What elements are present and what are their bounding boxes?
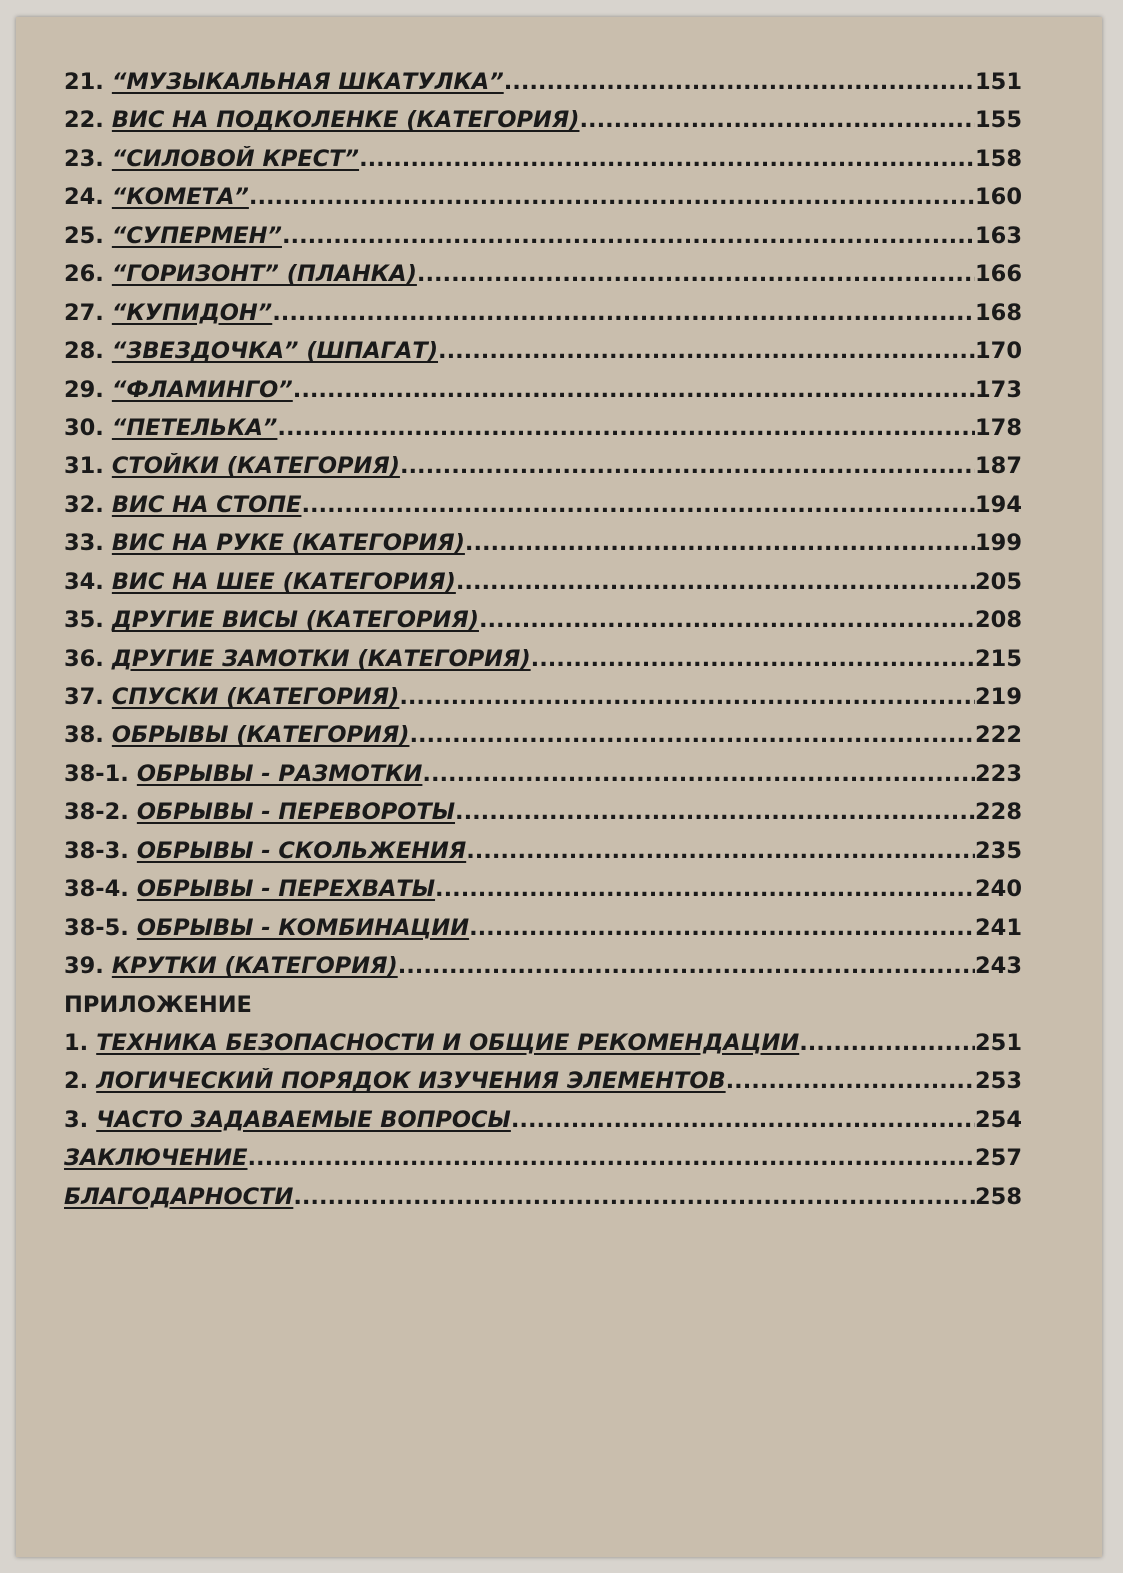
- dot-leader: [359, 146, 975, 172]
- toc-entry-link[interactable]: СПУСКИ (КАТЕГОРИЯ): [111, 684, 400, 710]
- toc-entry-page: 166: [975, 261, 1022, 288]
- dot-leader: [247, 1145, 975, 1171]
- document-page: [16, 17, 1102, 1557]
- toc-entry-page: 258: [975, 1183, 1022, 1210]
- toc-entry-22: [64, 107, 1022, 145]
- toc-appendix-entry-3: [64, 1107, 1022, 1145]
- toc-entry-35: [64, 607, 1022, 645]
- toc-entry-24: [64, 184, 1022, 222]
- toc-entry-30: [64, 415, 1022, 453]
- toc-entry-39: [64, 953, 1022, 991]
- toc-entry-link[interactable]: ОБРЫВЫ (КАТЕГОРИЯ): [111, 722, 410, 749]
- dot-leader: [504, 69, 975, 95]
- toc-entry-36: [64, 646, 1022, 684]
- toc-entry-page: 257: [975, 1145, 1022, 1172]
- toc-entry-page: 187: [975, 453, 1022, 480]
- toc-entry-37: [64, 684, 1022, 722]
- toc-entry-link[interactable]: ДРУГИЕ ВИСЫ (КАТЕГОРИЯ): [111, 607, 479, 634]
- toc-entry-29: [64, 377, 1022, 415]
- toc-entry-number: 2.: [64, 1068, 89, 1095]
- toc-entry-number: 22.: [64, 107, 104, 134]
- dot-leader: [400, 453, 975, 479]
- toc-entry-number: 1.: [64, 1029, 89, 1056]
- toc-entry-number: 38-5.: [64, 914, 129, 941]
- toc-entry-link[interactable]: “СИЛОВОЙ КРЕСТ”: [111, 145, 360, 172]
- toc-entry-page: 235: [975, 837, 1022, 864]
- toc-entry-number: 37.: [64, 684, 104, 710]
- toc-entry-link[interactable]: ОБРЫВЫ - РАЗМОТКИ: [136, 760, 423, 787]
- toc-entry-link[interactable]: ВИС НА РУКЕ (КАТЕГОРИЯ): [111, 530, 465, 557]
- toc-entry-link[interactable]: БЛАГОДАРНОСТИ: [64, 1183, 294, 1210]
- toc-entry-link[interactable]: СТОЙКИ (КАТЕГОРИЯ): [111, 453, 400, 480]
- appendix-heading: ПРИЛОЖЕНИЕ: [64, 991, 252, 1018]
- toc-entry-page: 219: [975, 684, 1022, 710]
- dot-leader: [293, 377, 975, 403]
- toc-entry-number: 38-3.: [64, 837, 129, 864]
- dot-leader: [465, 530, 975, 556]
- toc-entry-26: [64, 261, 1022, 299]
- dot-leader: [531, 646, 975, 672]
- toc-entry-number: 38-2.: [64, 799, 129, 826]
- toc-entry-page: 222: [975, 722, 1022, 749]
- dot-leader: [417, 261, 975, 287]
- dot-leader: [435, 876, 975, 902]
- toc-entry-link[interactable]: “ГОРИЗОНТ” (ПЛАНКА): [111, 261, 417, 288]
- toc-entry-link[interactable]: ВИС НА ПОДКОЛЕНКЕ (КАТЕГОРИЯ): [111, 107, 580, 134]
- toc-entry-number: 21.: [64, 69, 104, 95]
- toc-entry-number: 23.: [64, 145, 104, 172]
- toc-entry-number: 24.: [64, 184, 104, 211]
- toc-entry-25: [64, 223, 1022, 261]
- toc-entry-page: 163: [975, 222, 1022, 249]
- toc-entry-number: 26.: [64, 261, 104, 288]
- dot-leader: [277, 415, 975, 441]
- dot-leader: [272, 300, 975, 326]
- toc-entry-page: 215: [975, 645, 1022, 672]
- toc-entry-number: 30.: [64, 414, 104, 441]
- toc-entry-link[interactable]: ВИС НА СТОПЕ: [111, 491, 302, 518]
- dot-leader: [511, 1107, 975, 1133]
- toc-appendix-entry-1: [64, 1030, 1022, 1068]
- dot-leader: [399, 684, 975, 710]
- toc-entry-38-4: [64, 876, 1022, 914]
- toc-entry-number: 27.: [64, 299, 104, 326]
- dot-leader: [469, 915, 975, 941]
- toc-entry-page: 160: [975, 184, 1022, 211]
- toc-entry-page: 151: [975, 69, 1022, 95]
- toc-entry-link[interactable]: ЗАКЛЮЧЕНИЕ: [64, 1145, 248, 1172]
- toc-entry-page: 199: [975, 530, 1022, 557]
- toc-entry-number: 29.: [64, 376, 104, 403]
- toc-entry-38-2: [64, 799, 1022, 837]
- toc-entry-number: 25.: [64, 222, 104, 249]
- toc-entry-link[interactable]: ЧАСТО ЗАДАВАЕМЫЕ ВОПРОСЫ: [96, 1106, 511, 1133]
- toc-entry-21: [64, 69, 1022, 107]
- toc-entry-link[interactable]: “ПЕТЕЛЬКА”: [111, 414, 278, 441]
- toc-entry-link[interactable]: “ФЛАМИНГО”: [111, 376, 293, 403]
- toc-entry-page: 223: [975, 760, 1022, 787]
- toc-entry-page: 208: [975, 607, 1022, 634]
- toc-entry-page: 241: [975, 914, 1022, 941]
- toc-entry-page: 155: [975, 107, 1022, 134]
- dot-leader: [293, 1184, 975, 1210]
- toc-entry-link[interactable]: “КОМЕТА”: [111, 184, 249, 211]
- toc-entry-link[interactable]: ОБРЫВЫ - КОМБИНАЦИИ: [136, 914, 470, 941]
- toc-entry-link[interactable]: ВИС НА ШЕЕ (КАТЕГОРИЯ): [111, 568, 456, 595]
- toc-entry-number: 38.: [64, 722, 104, 749]
- toc-entry-page: 170: [975, 338, 1022, 365]
- toc-entry-34: [64, 569, 1022, 607]
- toc-entry-page: 253: [975, 1068, 1022, 1095]
- toc-entry-conclusion: [64, 1145, 1022, 1183]
- toc-entry-28: [64, 338, 1022, 376]
- dot-leader: [479, 607, 975, 633]
- toc-entry-acknowledgements: [64, 1184, 1022, 1222]
- toc-entry-number: 32.: [64, 491, 104, 518]
- toc-entry-number: 34.: [64, 568, 104, 595]
- toc-entry-link[interactable]: ОБРЫВЫ - ПЕРЕХВАТЫ: [136, 876, 436, 903]
- toc-entry-33: [64, 530, 1022, 568]
- toc-entry-link[interactable]: ТЕХНИКА БЕЗОПАСНОСТИ И ОБЩИЕ РЕКОМЕНДАЦИИ: [96, 1029, 800, 1056]
- dot-leader: [579, 107, 975, 133]
- toc-entry-number: 28.: [64, 338, 104, 365]
- toc-entry-link[interactable]: ЛОГИЧЕСКИЙ ПОРЯДОК ИЗУЧЕНИЯ ЭЛЕМЕНТОВ: [96, 1068, 726, 1095]
- toc-entry-page: 173: [975, 376, 1022, 403]
- toc-entry-number: 35.: [64, 607, 104, 634]
- toc-entry-38-1: [64, 761, 1022, 799]
- toc-entry-link[interactable]: “ЗВЕЗДОЧКА” (ШПАГАТ): [111, 338, 439, 365]
- toc-entry-link[interactable]: ОБРЫВЫ - ПЕРЕВОРОТЫ: [136, 799, 456, 826]
- toc-entry-link[interactable]: КРУТКИ (КАТЕГОРИЯ): [111, 953, 398, 980]
- toc-entry-page: 194: [975, 491, 1022, 518]
- toc-entry-link[interactable]: ОБРЫВЫ - СКОЛЬЖЕНИЯ: [136, 837, 467, 864]
- table-of-contents: [64, 69, 1022, 1222]
- toc-entry-page: 168: [975, 299, 1022, 326]
- toc-entry-number: 38-1.: [64, 760, 129, 787]
- toc-entry-link[interactable]: “КУПИДОН”: [111, 299, 273, 326]
- dot-leader: [249, 184, 975, 210]
- toc-entry-number: 33.: [64, 530, 104, 557]
- toc-entry-31: [64, 453, 1022, 491]
- toc-entry-page: 205: [975, 568, 1022, 595]
- toc-entry-page: 243: [975, 953, 1022, 980]
- toc-entry-page: 178: [975, 414, 1022, 441]
- toc-entry-number: 3.: [64, 1106, 89, 1133]
- toc-entry-page: 228: [975, 799, 1022, 826]
- dot-leader: [422, 761, 975, 787]
- dot-leader: [301, 492, 975, 518]
- toc-entry-number: 36.: [64, 645, 104, 672]
- toc-entry-page: 254: [975, 1106, 1022, 1133]
- dot-leader: [438, 338, 975, 364]
- toc-entry-number: 39.: [64, 953, 104, 980]
- dot-leader: [726, 1068, 975, 1094]
- toc-entry-link[interactable]: “МУЗЫКАЛЬНАЯ ШКАТУЛКА”: [111, 69, 504, 95]
- toc-appendix-entry-2: [64, 1068, 1022, 1106]
- toc-entry-38-5: [64, 915, 1022, 953]
- toc-entry-number: 31.: [64, 453, 104, 480]
- toc-entry-27: [64, 300, 1022, 338]
- dot-leader: [409, 722, 975, 748]
- toc-entry-32: [64, 492, 1022, 530]
- dot-leader: [799, 1030, 975, 1056]
- toc-entry-23: [64, 146, 1022, 184]
- toc-entry-link[interactable]: ДРУГИЕ ЗАМОТКИ (КАТЕГОРИЯ): [111, 645, 531, 672]
- dot-leader: [398, 953, 975, 979]
- toc-entry-38-3: [64, 838, 1022, 876]
- toc-entry-page: 251: [975, 1029, 1022, 1056]
- toc-entry-number: 38-4.: [64, 876, 129, 903]
- toc-entry-page: 158: [975, 145, 1022, 172]
- toc-entry-38: [64, 722, 1022, 760]
- toc-entry-page: 240: [975, 876, 1022, 903]
- dot-leader: [282, 223, 975, 249]
- dot-leader: [466, 838, 975, 864]
- dot-leader: [456, 569, 975, 595]
- dot-leader: [455, 799, 975, 825]
- toc-entry-link[interactable]: “СУПЕРМЕН”: [111, 222, 282, 249]
